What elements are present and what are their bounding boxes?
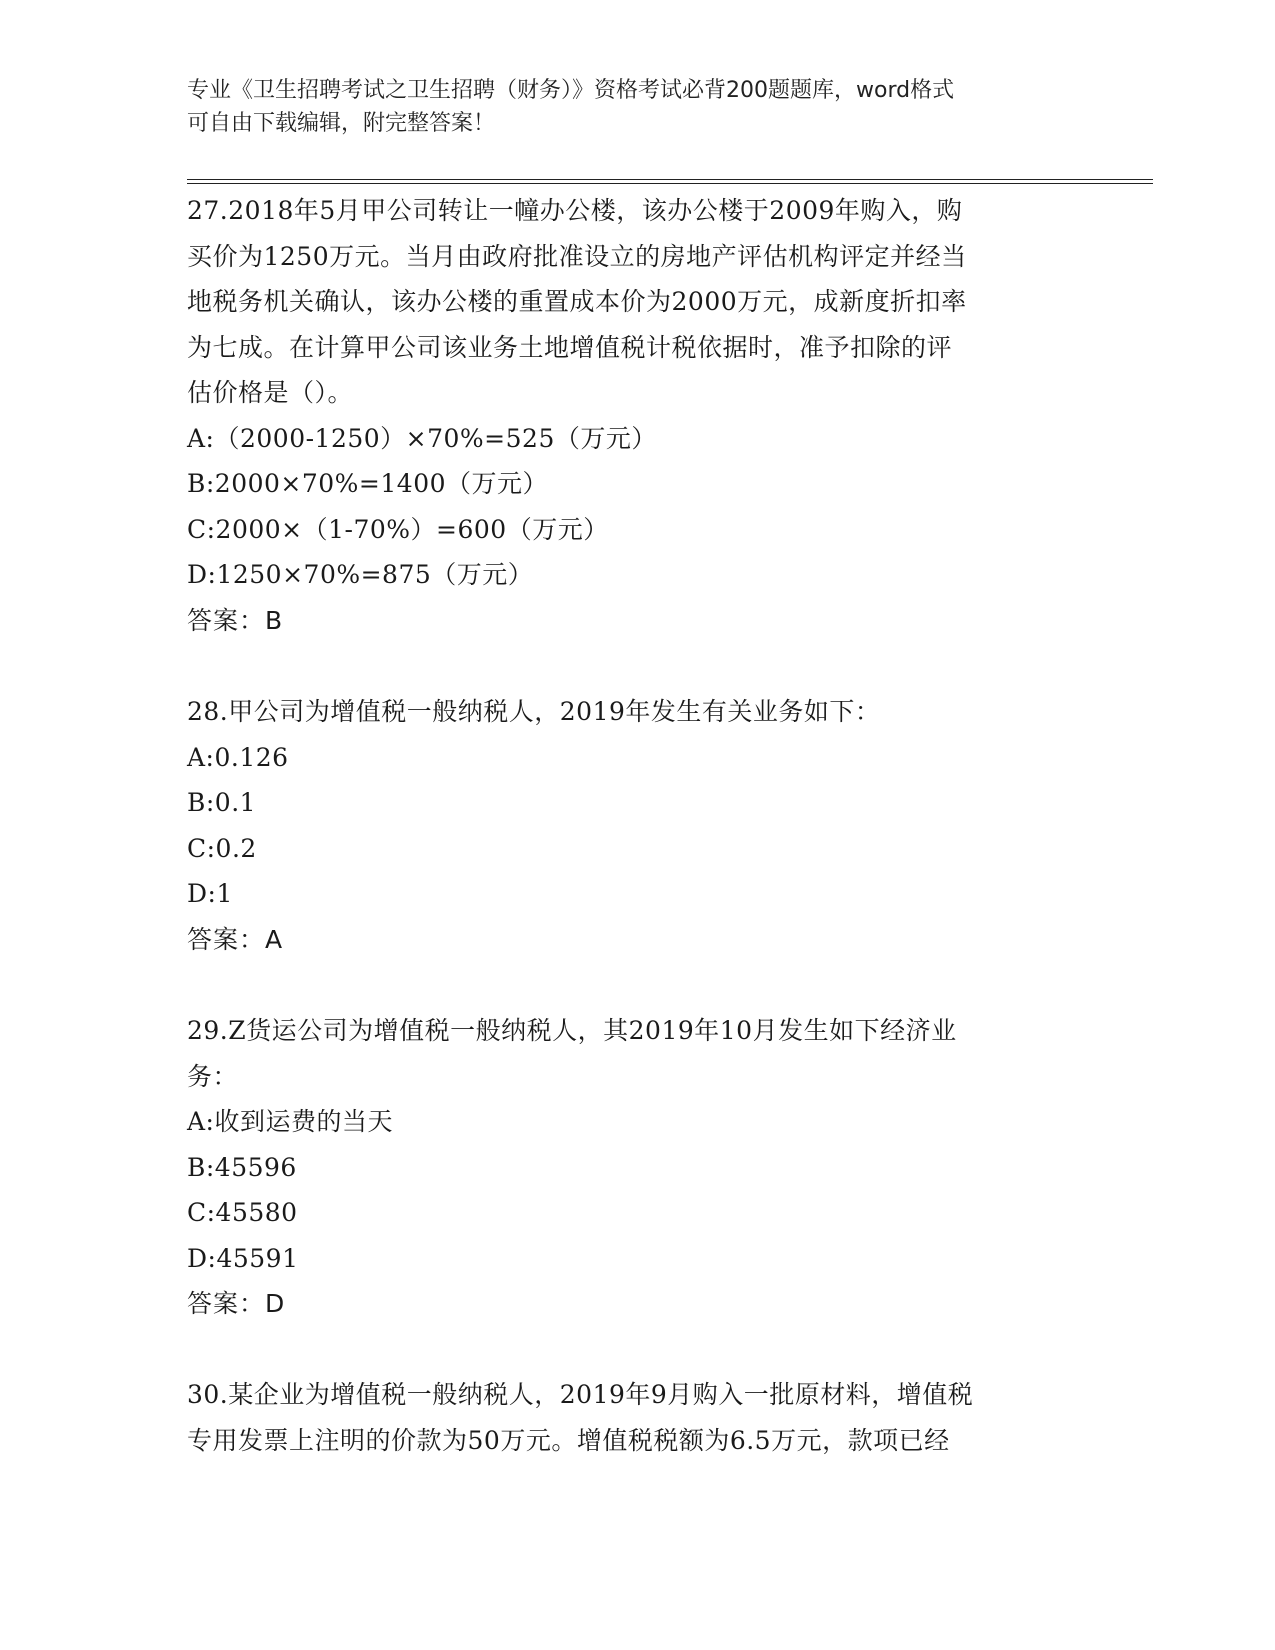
option-d: D:45591 <box>187 1243 299 1273</box>
question-text-line: 买价为1250万元。当月由政府批准设立的房地产评估机构评定并经当 <box>187 241 967 271</box>
document-header <box>187 74 1087 140</box>
question-text-line: 为七成。在计算甲公司该业务土地增值税计税依据时，准予扣除的评 <box>187 332 953 362</box>
answer-label: 答案：B <box>187 605 284 635</box>
question-text-line: 27.2018年5月甲公司转让一幢办公楼，该办公楼于2009年购入，购 <box>187 196 963 225</box>
option-b: B:0.1 <box>187 788 257 817</box>
question-29 <box>187 1008 1087 1327</box>
option-c: C:45580 <box>187 1198 298 1227</box>
question-text-line: 专用发票上注明的价款为50万元。增值税税额为6.5万元，款项已经 <box>187 1425 950 1455</box>
option-b: B:2000×70%=1400（万元） <box>187 469 549 498</box>
header-line-2: 可自由下载编辑，附完整答案！ <box>187 111 496 136</box>
option-a: A:收到运费的当天 <box>187 1107 393 1136</box>
question-text-line: 务： <box>187 1061 239 1091</box>
question-text-line: 29.Z货运公司为增值税一般纳税人，其2019年10月发生如下经济业 <box>187 1016 957 1045</box>
question-28 <box>187 689 1087 962</box>
question-30 <box>187 1372 1087 1463</box>
option-c: C:0.2 <box>187 833 257 863</box>
option-a: A:0.126 <box>187 742 289 772</box>
question-text-line: 28.甲公司为增值税一般纳税人，2019年发生有关业务如下： <box>187 697 881 726</box>
header-rule-top <box>187 179 1153 180</box>
answer-label: 答案：A <box>187 924 284 954</box>
option-b: B:45596 <box>187 1152 297 1182</box>
option-d: D:1 <box>187 879 233 908</box>
answer-label: 答案：D <box>187 1289 286 1318</box>
question-text-line: 30.某企业为增值税一般纳税人，2019年9月购入一批原材料，增值税 <box>187 1380 974 1409</box>
question-text-line: 地税务机关确认，该办公楼的重置成本价为2000万元，成新度折扣率 <box>187 287 967 316</box>
question-27 <box>187 188 1087 643</box>
question-text-line: 估价格是（）。 <box>187 378 354 407</box>
header-rule-bottom <box>187 183 1153 184</box>
option-a: A:（2000-1250）×70%=525（万元） <box>187 423 657 453</box>
option-d: D:1250×70%=875（万元） <box>187 560 534 589</box>
option-c: C:2000×（1-70%）=600（万元） <box>187 514 609 544</box>
header-line-1: 专业《卫生招聘考试之卫生招聘（财务）》资格考试必背200题题库，word格式 <box>187 78 955 103</box>
